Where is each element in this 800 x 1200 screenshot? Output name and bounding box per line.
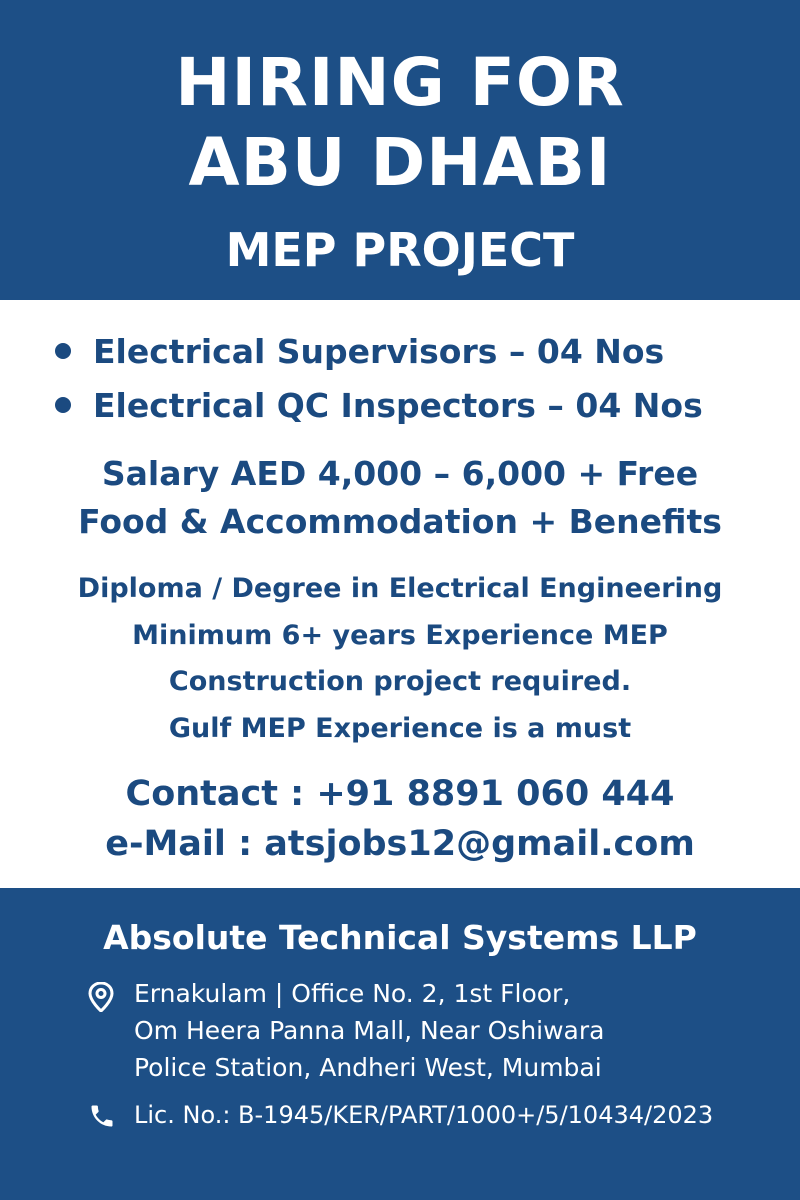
bullet-icon	[55, 343, 71, 359]
job-details	[0, 300, 800, 888]
address-line-2: Om Heera Panna Mall, Near Oshiwara	[134, 1016, 605, 1045]
position-text: Electrical Supervisors – 04 Nos	[93, 332, 665, 371]
company-name: Absolute Technical Systems LLP	[103, 918, 697, 957]
requirement-line-3: Construction project required.	[168, 666, 632, 697]
address-line-3: Police Station, Andheri West, Mumbai	[134, 1053, 602, 1082]
title-line-2: ABU DHABI	[188, 124, 612, 201]
bullet-icon	[55, 397, 71, 413]
subtitle: MEP PROJECT	[225, 223, 575, 277]
phone-icon	[88, 1102, 116, 1130]
title-line-1: HIRING FOR	[175, 44, 625, 121]
position-item	[55, 386, 703, 426]
salary-line-2: Food & Accommodation + Benefits	[78, 502, 722, 541]
footer-banner	[0, 888, 800, 1200]
requirement-line-2: Minimum 6+ years Experience MEP	[132, 620, 668, 651]
salary-line-1: Salary AED 4,000 – 6,000 + Free	[101, 454, 699, 493]
position-item	[55, 332, 664, 372]
contact-email: e-Mail : atsjobs12@gmail.com	[105, 824, 695, 864]
position-text: Electrical QC Inspectors – 04 Nos	[93, 386, 703, 425]
location-pin-icon	[88, 982, 114, 1012]
license-number: Lic. No.: B-1945/KER/PART/1000+/5/10434/2023	[134, 1101, 714, 1129]
requirement-line-1: Diploma / Degree in Electrical Engineering	[77, 573, 723, 604]
address-line-1: Ernakulam | Office No. 2, 1st Floor,	[134, 979, 571, 1008]
requirement-line-4: Gulf MEP Experience is a must	[168, 713, 632, 744]
contact-phone: Contact : +91 8891 060 444	[125, 774, 675, 814]
header-banner	[0, 0, 800, 300]
